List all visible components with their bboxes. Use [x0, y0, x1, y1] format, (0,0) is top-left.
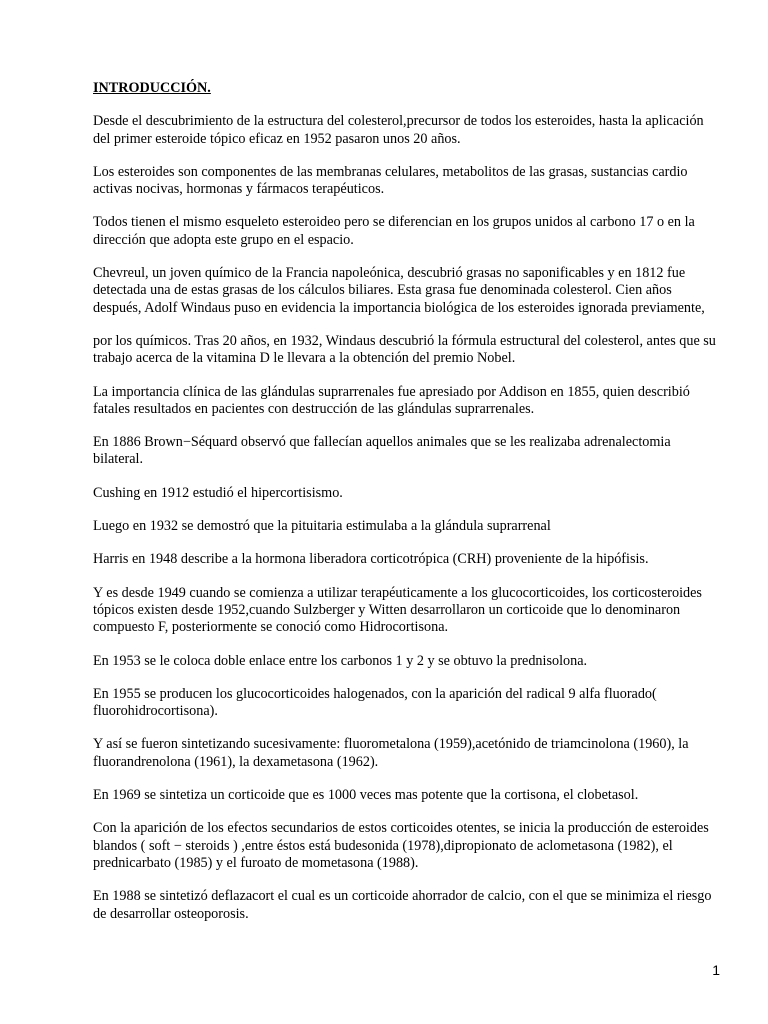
- text-line: Los esteroides son componentes de las membranas celulares, metabolitos de las grasas, sustancias cardio: [93, 163, 688, 180]
- paragraph: [93, 551, 733, 568]
- text-line: Todos tienen el mismo esqueleto esteroideo pero se diferencian en los grupos unidos al carbono 17 o en la: [93, 214, 695, 231]
- paragraph: [93, 164, 733, 199]
- section-heading: INTRODUCCIÓN.: [93, 80, 211, 96]
- paragraph: [93, 333, 733, 368]
- paragraph: [93, 888, 733, 923]
- text-line: trabajo acerca de la vitamina D le llevara a la obtención del premio Nobel.: [93, 350, 516, 367]
- paragraph: [93, 214, 733, 249]
- text-line: Cushing en 1912 estudió el hipercortisismo.: [93, 484, 343, 501]
- text-line: Desde el descubrimiento de la estructura del colesterol,precursor de todos los esteroides, hasta la aplicación: [93, 113, 704, 130]
- text-line: fatales resultados en pacientes con destrucción de las glándulas suprarrenales.: [93, 400, 535, 417]
- text-line: compuesto F, posteriormente se conoció como Hidrocortisona.: [93, 619, 449, 636]
- text-line: Chevreul, un joven químico de la Francia napoleónica, descubrió grasas no saponificables y en 1812 fue: [93, 265, 686, 282]
- text-line: Con la aparición de los efectos secundarios de estos corticoides otentes, se inicia la producción de esteroides: [93, 820, 709, 837]
- text-line: En 1955 se producen los glucocorticoides halogenados, con la aparición del radical 9 alfa fluorado(: [93, 685, 657, 702]
- paragraph: [93, 113, 733, 148]
- text-line: blandos ( soft − steroids ) ,entre éstos está budesonida (1978),dipropionato de aclometasona (1982), el: [93, 837, 673, 854]
- document-body: [93, 80, 733, 939]
- text-line: En 1988 se sintetizó deflazacort el cual es un corticoide ahorrador de calcio, con el que se minimiza el riesgo: [93, 888, 712, 905]
- text-line: En 1886 Brown−Séquard observó que fallecían aquellos animales que se les realizaba adrenalectomia: [93, 434, 671, 451]
- text-line: Y así se fueron sintetizando sucesivamente: fluorometalona (1959),acetónido de triamcinolona (1960), la: [93, 736, 689, 753]
- page-number: 1: [712, 962, 720, 978]
- text-line: Harris en 1948 describe a la hormona liberadora corticotrópica (CRH) proveniente de la hipófisis.: [93, 551, 649, 568]
- paragraph: [93, 518, 733, 535]
- text-line: En 1969 se sintetiza un corticoide que es 1000 veces mas potente que la cortisona, el clobetasol.: [93, 787, 639, 804]
- text-line: fluorohidrocortisona).: [93, 703, 218, 720]
- text-line: activas nocivas, hormonas y fármacos terapéuticos.: [93, 181, 385, 198]
- paragraph: [93, 787, 733, 804]
- text-line: fluorandrenolona (1961), la dexametasona (1962).: [93, 753, 379, 770]
- paragraph: [93, 585, 733, 637]
- text-line: La importancia clínica de las glándulas suprarrenales fue apresiado por Addison en 1855, quien describió: [93, 383, 690, 400]
- text-line: Y es desde 1949 cuando se comienza a utilizar terapéuticamente a los glucocorticoides, los corticosteroides: [93, 584, 702, 601]
- text-line: tópicos existen desde 1952,cuando Sulzberger y Witten desarrollaron un corticoide que lo denominaron: [93, 601, 681, 618]
- text-line: por los químicos. Tras 20 años, en 1932, Windaus descubrió la fórmula estructural del colesterol, antes que su: [93, 332, 716, 349]
- paragraph: [93, 686, 733, 721]
- paragraph: [93, 265, 733, 317]
- text-line: del primer esteroide tópico eficaz en 1952 pasaron unos 20 años.: [93, 130, 461, 147]
- text-line: de desarrollar osteoporosis.: [93, 905, 249, 922]
- text-line: En 1953 se le coloca doble enlace entre los carbonos 1 y 2 y se obtuvo la prednisolona.: [93, 652, 588, 669]
- text-line: bilateral.: [93, 451, 144, 468]
- paragraph: [93, 384, 733, 419]
- paragraph: [93, 820, 733, 872]
- paragraph: [93, 653, 733, 670]
- text-line: dirección que adopta este grupo en el espacio.: [93, 231, 354, 248]
- paragraph: [93, 434, 733, 469]
- paragraph: [93, 736, 733, 771]
- paragraph-list: [93, 113, 733, 923]
- text-line: prednicarbato (1985) y el furoato de mometasona (1988).: [93, 854, 419, 871]
- text-line: después, Adolf Windaus puso en evidencia la importancia biológica de los esteroides ignorada previamente,: [93, 299, 705, 316]
- text-line: Luego en 1932 se demostró que la pituitaria estimulaba a la glándula suprarrenal: [93, 518, 551, 535]
- paragraph: [93, 485, 733, 502]
- text-line: detectada una de estas grasas de los cálculos biliares. Esta grasa fue denominada colesterol. Cien años: [93, 282, 672, 299]
